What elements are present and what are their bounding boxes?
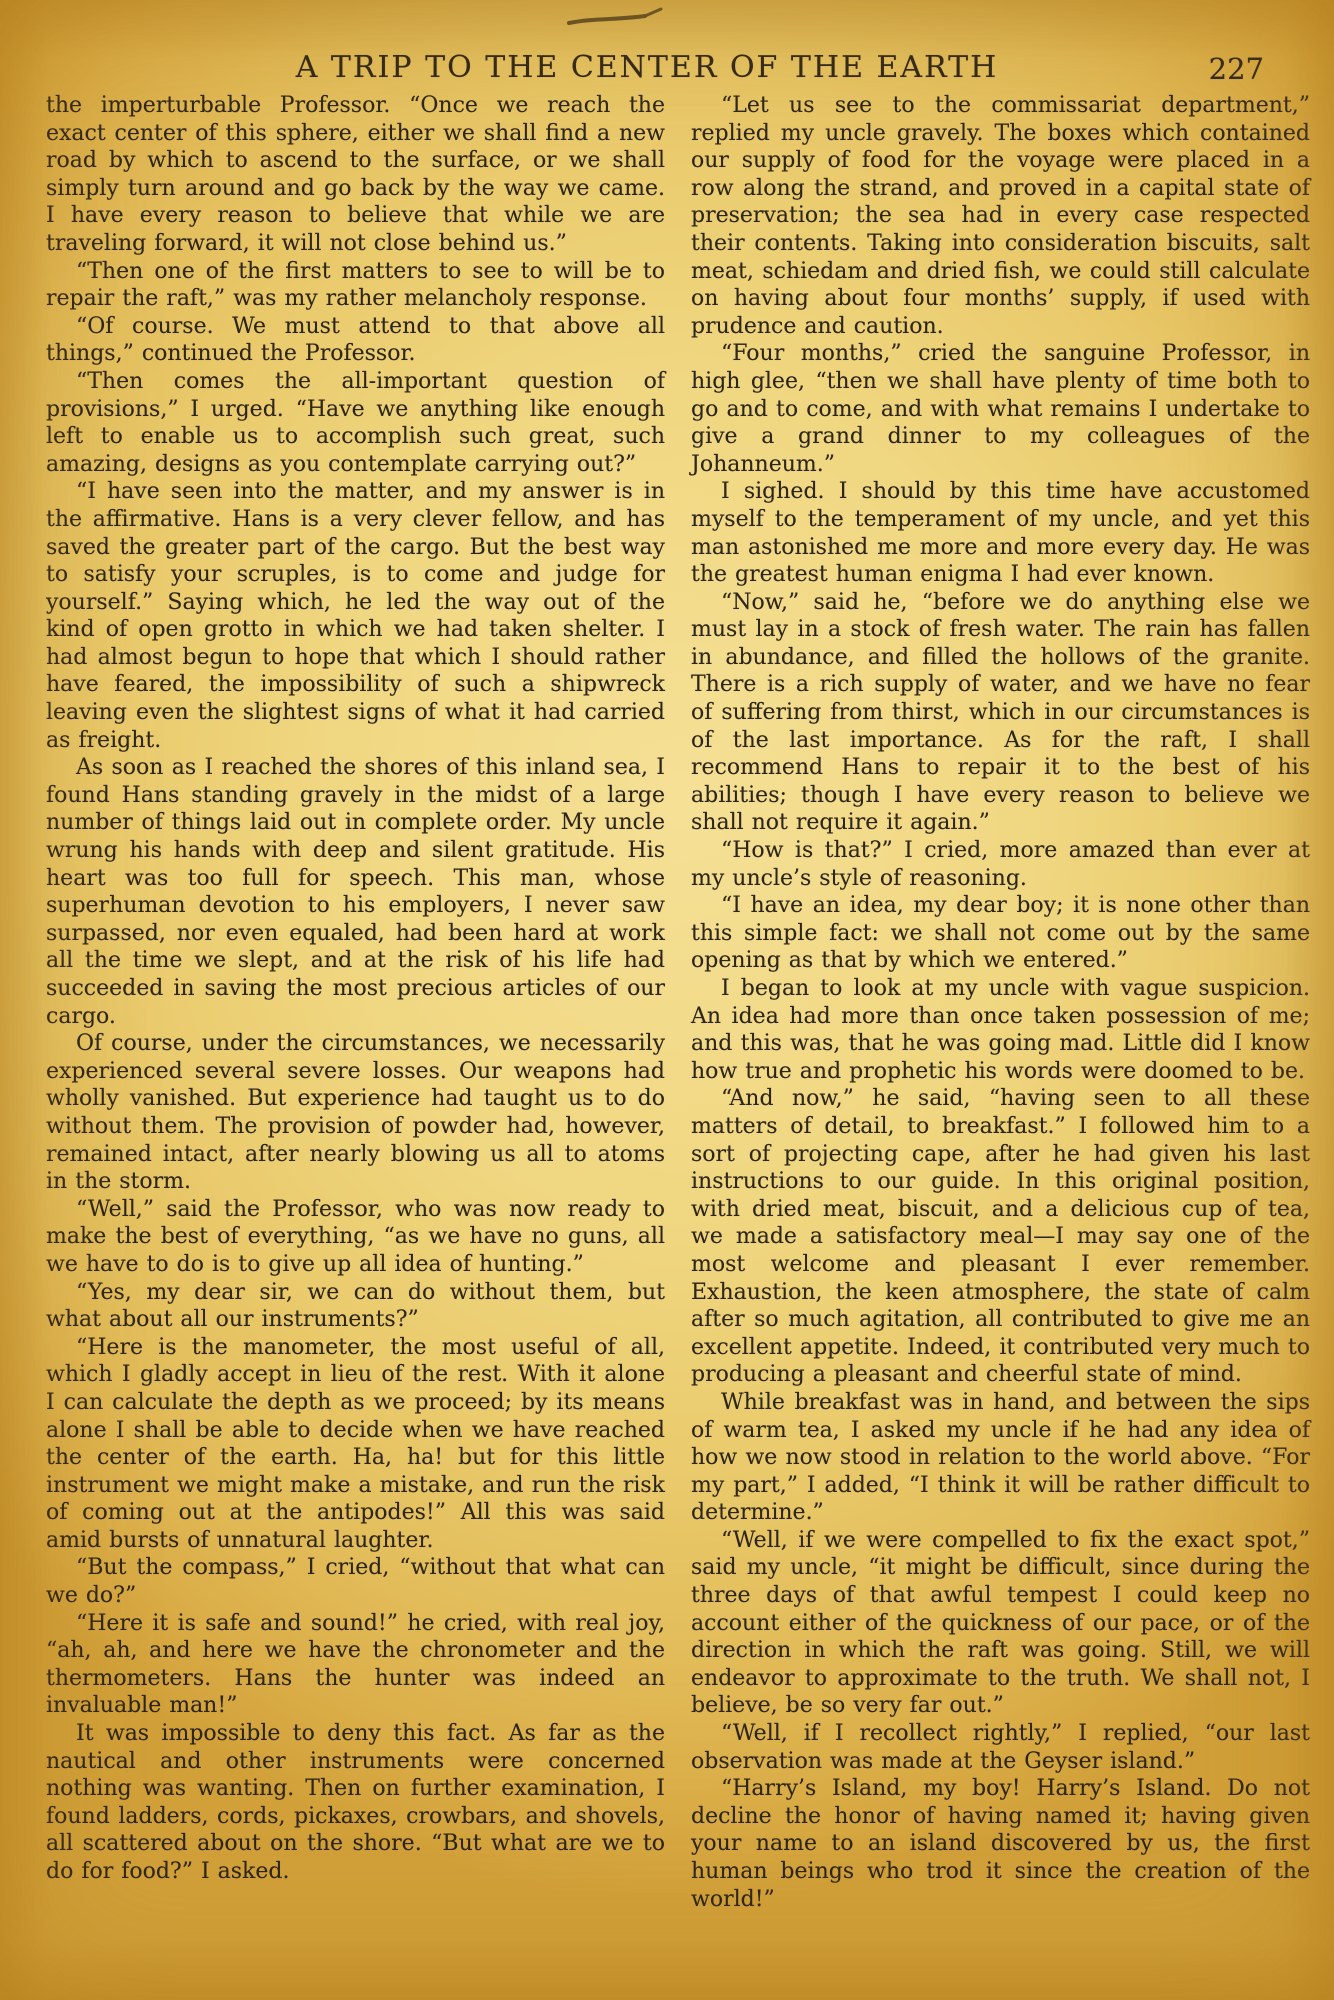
paragraph: It was impossible to deny this fact. As far as the nautical and other instruments were concerned nothing was wanting. Then on further examination, I found ladders, cords, pickaxes, crowbars, and shovels, all scattered about on the shore. “But what are we to do for food?” I asked. — [46, 1721, 665, 1884]
paragraph: As soon as I reached the shores of this inland sea, I found Hans standing gravely in the midst of a large number of things laid out in complete order. My uncle wrung his hands with deep and silent gratitude. His heart was too full for speech. This man, whose superhuman devotion to his employers, I never saw surpassed, nor even equaled, had been hard at work all the time we slept, and at the risk of his life had succeeded in saving the most precious articles of our cargo. — [46, 755, 665, 1029]
paragraph: “Now,” said he, “before we do anything else we must lay in a stock of fresh water. The rain has fallen in abundance, and filled the hollows of the granite. There is a rich supply of water, and we have no fear of suffering from thirst, which in our circumstances is of the last importance. As for the raft, I shall recommend Hans to repair it to the best of his abilities; though I have every reason to believe we shall not require it again.” — [691, 589, 1310, 836]
paragraph: “Here it is safe and sound!” he cried, with real joy, “ah, ah, and here we have the chronometer and the thermometers. Hans the hunter was indeed an invaluable man!” — [46, 1610, 665, 1719]
paragraph: “Four months,” cried the sanguine Professor, in high glee, “then we shall have plenty of time both to go and to come, and with what remains I undertake to give a grand dinner to my colleagues of the Johanneum.” — [691, 341, 1310, 477]
paragraph: “Yes, my dear sir, we can do without them, but what about all our instruments?” — [46, 1279, 665, 1333]
paragraph: I sighed. I should by this time have accustomed myself to the temperament of my uncle, and yet this man astonished me more and more every day. He was the greatest human enigma I had ever known. — [691, 479, 1310, 588]
paragraph: “I have seen into the matter, and my answer is in the affirmative. Hans is a very clever fellow, and has saved the greater part of the cargo. But the best way to satisfy your scruples, is to come and judge for yourself.” Saying which, he led the way out of the kind of open grotto in which we had taken shelter. I had almost begun to hope that which I should rather have feared, the impossibility of such a shipwreck leaving even the slightest signs of what it had carried as freight. — [46, 479, 665, 753]
paragraph: “But the compass,” I cried, “without that what can we do?” — [46, 1555, 665, 1609]
paragraph: “Then comes the all-important question of provisions,” I urged. “Have we anything like enough left to enable us to accomplish such great, such amazing, designs as you contemplate carrying out?” — [46, 368, 665, 477]
paragraph: “Here is the manometer, the most useful of all, which I gladly accept in lieu of the rest. With it alone I can calculate the depth as we proceed; by its means alone I shall be able to decide when we have reached the center of the earth. Ha, ha! but for this little instrument we might make a mistake, and run the risk of coming out at the antipodes!” All this was said amid bursts of unnatural laughter. — [46, 1334, 665, 1553]
paragraph: “Well,” said the Professor, who was now ready to make the best of everything, “as we have no guns, all we have to do is to give up all idea of hunting.” — [46, 1196, 665, 1277]
paragraph: “Then one of the first matters to see to will be to repair the raft,” was my rather melancholy response. — [46, 258, 665, 312]
paragraph: “How is that?” I cried, more amazed than ever at my uncle’s style of reasoning. — [691, 838, 1310, 891]
paragraph: “Harry’s Island, my boy! Harry’s Island. Do not decline the honor of having named it; having given your name to an island discovered by us, the first human beings who trod it since the creation of the world!” — [691, 1776, 1310, 1912]
paragraph: “I have an idea, my dear boy; it is none other than this simple fact: we shall not come out by the same opening as that by which we entered.” — [691, 893, 1310, 974]
paragraph: Of course, under the circumstances, we necessarily experienced several severe losses. Our weapons had wholly vanished. But experience had taught us to do without them. The provision of powder had, however, remained intact, after nearly blowing us all to atoms in the storm. — [46, 1031, 665, 1195]
page-number: 227 — [1208, 52, 1264, 86]
right-column — [691, 92, 1310, 1913]
paragraph: “And now,” he said, “having seen to all these matters of detail, to breakfast.” I followed him to a sort of projecting cape, after he had given his last instructions to our guide. In this original position, with dried meat, biscuit, and a delicious cup of tea, we made a satisfactory meal—I may say one of the most welcome and pleasant I ever remember. Exhaustion, the keen atmosphere, the state of calm after so much agitation, all contributed to give me an excellent appetite. Indeed, it contributed very much to producing a pleasant and cheerful state of mind. — [691, 1086, 1310, 1388]
left-column — [46, 92, 665, 1913]
paragraph: “Well, if we were compelled to fix the exact spot,” said my uncle, “it might be difficult, since during the three days of that awful tempest I could keep no account either of the quickness of our pace, or of the direction in which the raft was going. Still, we will endeavor to approximate to the truth. We shall not, I believe, be so very far out.” — [691, 1527, 1310, 1719]
ink-smudge-icon — [565, 6, 665, 36]
paragraph: I began to look at my uncle with vague suspicion. An idea had more than once taken possession of me; and this was, that he was going mad. Little did I know how true and prophetic his words were doomed to be. — [691, 976, 1310, 1084]
paragraph: “Of course. We must attend to that above all things,” continued the Professor. — [46, 313, 665, 367]
text-columns — [46, 92, 1310, 1913]
paragraph: “Well, if I recollect rightly,” I replied, “our last observation was made at the Geyser island.” — [691, 1721, 1310, 1774]
page-title: A TRIP TO THE CENTER OF THE EARTH — [295, 50, 999, 85]
paragraph: While breakfast was in hand, and between the sips of warm tea, I asked my uncle if he had any idea of how we now stood in relation to the world above. “For my part,” I added, “I think it will be rather difficult to determine.” — [691, 1389, 1310, 1526]
paragraph: “Let us see to the commissariat department,” replied my uncle gravely. The boxes which contained our supply of food for the voyage were placed in a row along the strand, and proved in a capital state of preservation; the sea had in every case respected their contents. Taking into consideration biscuits, salt meat, schiedam and dried fish, we could still calculate on having about four months’ supply, if used with prudence and caution. — [691, 93, 1310, 339]
paragraph: the imperturbable Professor. “Once we reach the exact center of this sphere, either we shall find a new road by which to ascend to the surface, or we shall simply turn around and go back by the way we came. I have every reason to believe that while we are traveling forward, it will not close behind us.” — [46, 93, 665, 256]
